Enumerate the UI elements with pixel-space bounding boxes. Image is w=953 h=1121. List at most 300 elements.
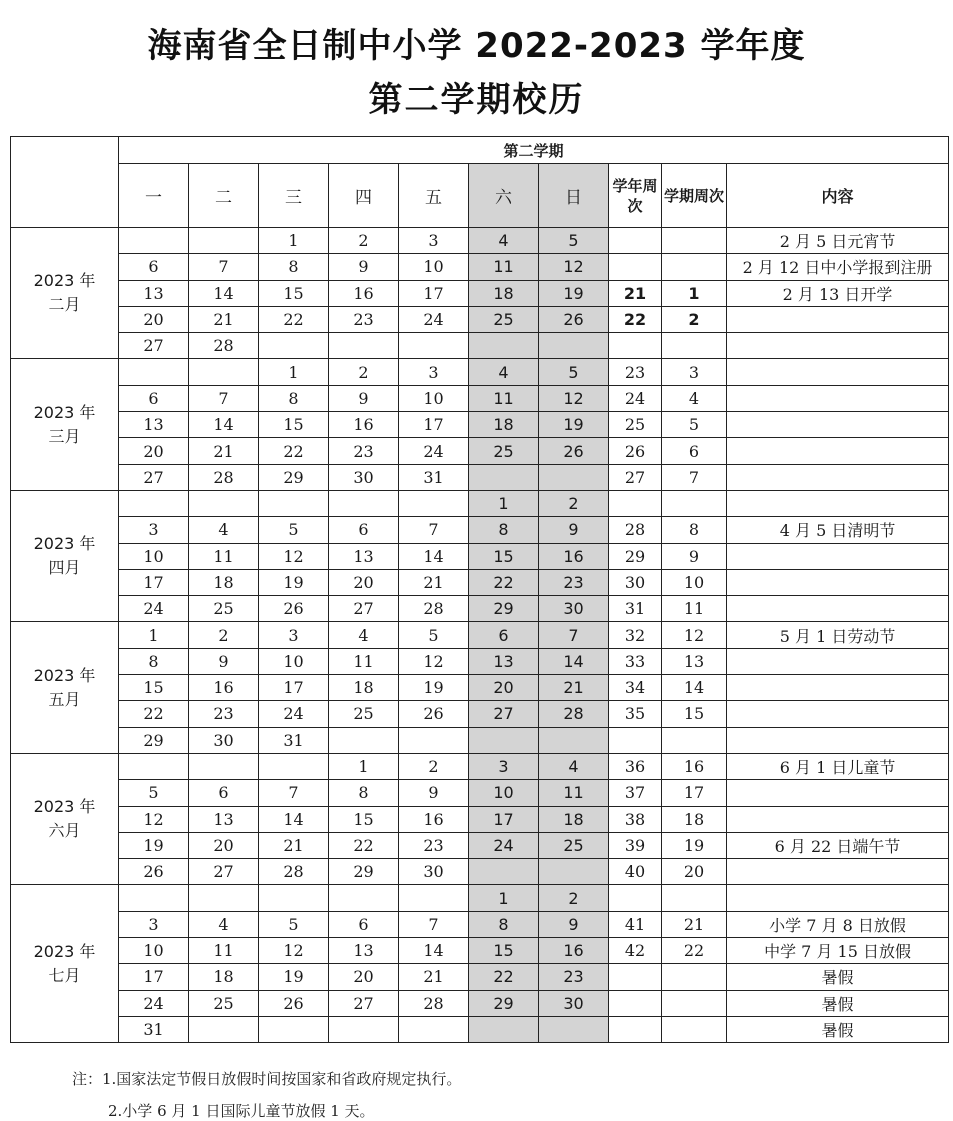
date-cell: 20 — [329, 569, 399, 595]
weekend-date-cell: 12 — [539, 385, 609, 411]
term-week-cell — [662, 333, 727, 359]
date-cell: 29 — [329, 859, 399, 885]
date-cell: 7 — [399, 911, 469, 937]
term-week-cell — [662, 228, 727, 254]
date-cell: 5 — [259, 517, 329, 543]
content-cell: 6 月 1 日儿童节 — [727, 753, 949, 779]
weekend-date-cell: 12 — [539, 254, 609, 280]
weekend-date-cell: 9 — [539, 911, 609, 937]
date-cell: 23 — [189, 701, 259, 727]
weekend-date-cell: 24 — [469, 832, 539, 858]
date-cell — [119, 753, 189, 779]
term-week-cell: 11 — [662, 596, 727, 622]
week-row — [11, 569, 949, 595]
content-cell — [727, 543, 949, 569]
date-cell: 15 — [329, 806, 399, 832]
date-cell: 17 — [119, 569, 189, 595]
date-cell — [399, 1016, 469, 1042]
date-cell — [189, 359, 259, 385]
weekend-date-cell: 22 — [469, 569, 539, 595]
date-cell: 26 — [259, 990, 329, 1016]
date-cell: 10 — [399, 385, 469, 411]
weekday-header-thu: 四 — [329, 164, 399, 228]
date-cell: 1 — [259, 359, 329, 385]
date-cell: 17 — [119, 964, 189, 990]
date-cell — [329, 727, 399, 753]
weekend-date-cell: 4 — [469, 359, 539, 385]
date-cell: 20 — [329, 964, 399, 990]
term-week-cell: 19 — [662, 832, 727, 858]
weekday-header-sat: 六 — [469, 164, 539, 228]
weekend-date-cell — [539, 464, 609, 490]
school-week-cell: 39 — [609, 832, 662, 858]
date-cell: 2 — [399, 753, 469, 779]
date-cell: 26 — [119, 859, 189, 885]
content-cell — [727, 648, 949, 674]
date-cell: 30 — [399, 859, 469, 885]
content-cell — [727, 780, 949, 806]
content-cell — [727, 806, 949, 832]
date-cell: 17 — [399, 280, 469, 306]
school-week-cell — [609, 228, 662, 254]
date-cell: 21 — [189, 438, 259, 464]
date-cell — [189, 753, 259, 779]
weekend-date-cell: 21 — [539, 675, 609, 701]
weekend-date-cell: 22 — [469, 964, 539, 990]
date-cell — [259, 333, 329, 359]
date-cell — [399, 727, 469, 753]
weekend-date-cell: 14 — [539, 648, 609, 674]
date-cell: 6 — [119, 385, 189, 411]
weekend-date-cell: 29 — [469, 596, 539, 622]
note-2: 2.小学 6 月 1 日国际儿童节放假 1 天。 — [108, 1102, 375, 1120]
page-subtitle: 第二学期校历 — [368, 80, 585, 120]
content-cell — [727, 885, 949, 911]
weekend-date-cell: 18 — [539, 806, 609, 832]
note-1: 注：1.国家法定节假日放假时间按国家和省政府规定执行。 — [72, 1070, 462, 1088]
term-week-cell: 16 — [662, 753, 727, 779]
date-cell: 28 — [399, 990, 469, 1016]
weekend-date-cell: 19 — [539, 412, 609, 438]
school-week-cell: 27 — [609, 464, 662, 490]
school-week-cell: 32 — [609, 622, 662, 648]
school-week-cell: 22 — [609, 306, 662, 332]
date-cell: 12 — [119, 806, 189, 832]
date-cell: 3 — [119, 517, 189, 543]
week-row — [11, 701, 949, 727]
date-cell: 18 — [189, 964, 259, 990]
term-header: 第二学期 — [119, 137, 949, 164]
date-cell: 10 — [259, 648, 329, 674]
week-row — [11, 1016, 949, 1042]
date-cell: 19 — [259, 569, 329, 595]
term-week-cell: 13 — [662, 648, 727, 674]
weekday-header-wed: 三 — [259, 164, 329, 228]
term-week-cell: 15 — [662, 701, 727, 727]
date-cell: 9 — [189, 648, 259, 674]
content-cell — [727, 675, 949, 701]
month-column-header — [11, 137, 119, 228]
date-cell: 27 — [329, 596, 399, 622]
weekend-date-cell: 8 — [469, 911, 539, 937]
date-cell: 28 — [189, 464, 259, 490]
weekend-date-cell: 11 — [469, 385, 539, 411]
content-cell: 6 月 22 日端午节 — [727, 832, 949, 858]
week-row — [11, 385, 949, 411]
weekend-date-cell: 27 — [469, 701, 539, 727]
date-cell: 25 — [329, 701, 399, 727]
content-cell — [727, 438, 949, 464]
school-week-cell: 34 — [609, 675, 662, 701]
weekend-date-cell: 25 — [469, 438, 539, 464]
date-cell: 28 — [189, 333, 259, 359]
term-week-cell: 9 — [662, 543, 727, 569]
weekend-date-cell: 5 — [539, 359, 609, 385]
content-cell — [727, 306, 949, 332]
weekend-date-cell: 17 — [469, 806, 539, 832]
term-week-cell — [662, 964, 727, 990]
content-header: 内容 — [727, 164, 949, 228]
weekend-date-cell: 18 — [469, 280, 539, 306]
week-row — [11, 254, 949, 280]
calendar-body — [11, 228, 949, 1043]
week-row — [11, 911, 949, 937]
date-cell — [259, 490, 329, 516]
content-cell — [727, 464, 949, 490]
date-cell: 17 — [399, 412, 469, 438]
date-cell: 24 — [399, 306, 469, 332]
date-cell — [329, 1016, 399, 1042]
weekend-date-cell — [539, 859, 609, 885]
month-label: 2023 年 四月 — [11, 490, 119, 621]
date-cell: 13 — [119, 412, 189, 438]
date-cell — [189, 1016, 259, 1042]
weekend-date-cell: 2 — [539, 885, 609, 911]
date-cell: 3 — [399, 359, 469, 385]
date-cell: 24 — [399, 438, 469, 464]
date-cell: 21 — [399, 569, 469, 595]
term-week-cell: 6 — [662, 438, 727, 464]
date-cell: 25 — [189, 990, 259, 1016]
date-cell: 17 — [259, 675, 329, 701]
date-cell: 5 — [119, 780, 189, 806]
month-label: 2023 年 三月 — [11, 359, 119, 490]
weekend-date-cell — [469, 464, 539, 490]
school-week-cell: 31 — [609, 596, 662, 622]
week-row — [11, 596, 949, 622]
school-week-cell: 23 — [609, 359, 662, 385]
school-week-cell: 26 — [609, 438, 662, 464]
date-cell — [329, 885, 399, 911]
date-cell: 15 — [259, 412, 329, 438]
date-cell — [399, 885, 469, 911]
date-cell: 7 — [259, 780, 329, 806]
week-row — [11, 727, 949, 753]
weekend-date-cell: 20 — [469, 675, 539, 701]
school-week-cell: 37 — [609, 780, 662, 806]
week-row — [11, 859, 949, 885]
content-cell — [727, 859, 949, 885]
weekend-date-cell: 4 — [539, 753, 609, 779]
weekend-date-cell — [539, 1016, 609, 1042]
date-cell: 16 — [189, 675, 259, 701]
date-cell — [259, 885, 329, 911]
content-cell — [727, 701, 949, 727]
school-week-cell: 42 — [609, 938, 662, 964]
weekend-date-cell: 25 — [469, 306, 539, 332]
weekend-date-cell — [539, 727, 609, 753]
date-cell: 1 — [259, 228, 329, 254]
date-cell: 26 — [259, 596, 329, 622]
month-label: 2023 年 六月 — [11, 753, 119, 884]
week-row — [11, 990, 949, 1016]
date-cell: 16 — [399, 806, 469, 832]
term-week-cell — [662, 990, 727, 1016]
date-cell — [119, 490, 189, 516]
date-cell: 25 — [189, 596, 259, 622]
weekend-date-cell: 25 — [539, 832, 609, 858]
term-week-cell — [662, 1016, 727, 1042]
week-row — [11, 675, 949, 701]
date-cell: 24 — [119, 990, 189, 1016]
weekend-date-cell: 16 — [539, 543, 609, 569]
date-cell: 10 — [119, 543, 189, 569]
week-row — [11, 938, 949, 964]
content-cell — [727, 385, 949, 411]
weekend-date-cell: 4 — [469, 228, 539, 254]
date-cell: 18 — [329, 675, 399, 701]
date-cell: 12 — [399, 648, 469, 674]
date-cell: 14 — [189, 412, 259, 438]
date-cell: 14 — [259, 806, 329, 832]
term-week-cell: 5 — [662, 412, 727, 438]
month-label: 2023 年 二月 — [11, 228, 119, 359]
content-cell: 2 月 13 日开学 — [727, 280, 949, 306]
content-cell — [727, 727, 949, 753]
weekend-date-cell: 23 — [539, 964, 609, 990]
term-week-cell: 10 — [662, 569, 727, 595]
weekend-date-cell: 26 — [539, 438, 609, 464]
school-week-cell: 30 — [609, 569, 662, 595]
week-row — [11, 359, 949, 385]
weekend-date-cell: 23 — [539, 569, 609, 595]
term-week-cell: 8 — [662, 517, 727, 543]
school-week-cell — [609, 727, 662, 753]
term-week-cell: 12 — [662, 622, 727, 648]
weekend-date-cell: 30 — [539, 596, 609, 622]
date-cell: 22 — [259, 438, 329, 464]
date-cell: 13 — [189, 806, 259, 832]
date-cell: 4 — [189, 911, 259, 937]
weekend-date-cell: 29 — [469, 990, 539, 1016]
school-week-cell — [609, 964, 662, 990]
date-cell: 11 — [329, 648, 399, 674]
weekend-date-cell: 1 — [469, 885, 539, 911]
date-cell: 7 — [399, 517, 469, 543]
weekend-date-cell: 6 — [469, 622, 539, 648]
date-cell: 8 — [119, 648, 189, 674]
date-cell — [189, 885, 259, 911]
date-cell: 2 — [189, 622, 259, 648]
school-week-cell: 29 — [609, 543, 662, 569]
weekend-date-cell: 18 — [469, 412, 539, 438]
date-cell: 31 — [259, 727, 329, 753]
term-week-cell: 1 — [662, 280, 727, 306]
term-week-cell: 21 — [662, 911, 727, 937]
weekend-date-cell — [539, 333, 609, 359]
term-week-cell: 2 — [662, 306, 727, 332]
date-cell: 7 — [189, 385, 259, 411]
date-cell: 14 — [399, 543, 469, 569]
date-cell: 18 — [189, 569, 259, 595]
weekend-date-cell: 7 — [539, 622, 609, 648]
school-week-cell: 38 — [609, 806, 662, 832]
week-row — [11, 543, 949, 569]
date-cell: 28 — [259, 859, 329, 885]
date-cell: 20 — [119, 306, 189, 332]
date-cell: 3 — [119, 911, 189, 937]
content-cell: 2 月 12 日中小学报到注册 — [727, 254, 949, 280]
content-cell: 小学 7 月 8 日放假 — [727, 911, 949, 937]
date-cell: 31 — [119, 1016, 189, 1042]
date-cell: 13 — [329, 938, 399, 964]
school-week-cell — [609, 333, 662, 359]
week-row — [11, 490, 949, 516]
date-cell: 21 — [399, 964, 469, 990]
term-week-cell — [662, 727, 727, 753]
term-week-cell: 17 — [662, 780, 727, 806]
week-row — [11, 438, 949, 464]
term-week-cell: 20 — [662, 859, 727, 885]
week-row — [11, 228, 949, 254]
date-cell: 30 — [189, 727, 259, 753]
date-cell: 27 — [189, 859, 259, 885]
date-cell: 20 — [119, 438, 189, 464]
week-row — [11, 333, 949, 359]
date-cell: 5 — [399, 622, 469, 648]
month-label: 2023 年 五月 — [11, 622, 119, 753]
date-cell: 31 — [399, 464, 469, 490]
term-week-cell — [662, 254, 727, 280]
date-cell: 9 — [329, 385, 399, 411]
date-cell: 16 — [329, 280, 399, 306]
weekend-date-cell — [469, 333, 539, 359]
content-cell — [727, 412, 949, 438]
date-cell: 7 — [189, 254, 259, 280]
week-row — [11, 832, 949, 858]
term-week-cell: 14 — [662, 675, 727, 701]
week-row — [11, 622, 949, 648]
term-week-cell: 3 — [662, 359, 727, 385]
weekday-header-fri: 五 — [399, 164, 469, 228]
week-row — [11, 464, 949, 490]
date-cell: 12 — [259, 543, 329, 569]
weekend-date-cell: 5 — [539, 228, 609, 254]
date-cell: 11 — [189, 543, 259, 569]
school-week-cell: 35 — [609, 701, 662, 727]
school-week-cell: 21 — [609, 280, 662, 306]
school-week-cell: 25 — [609, 412, 662, 438]
date-cell: 2 — [329, 228, 399, 254]
week-row — [11, 280, 949, 306]
term-week-header: 学期周次 — [662, 164, 727, 228]
weekend-date-cell: 19 — [539, 280, 609, 306]
term-week-cell: 7 — [662, 464, 727, 490]
school-week-header: 学年周次 — [609, 164, 662, 228]
content-cell — [727, 569, 949, 595]
calendar-table — [10, 136, 949, 1043]
weekend-date-cell: 30 — [539, 990, 609, 1016]
weekday-header-mon: 一 — [119, 164, 189, 228]
school-week-cell: 41 — [609, 911, 662, 937]
content-cell: 暑假 — [727, 1016, 949, 1042]
weekend-date-cell: 26 — [539, 306, 609, 332]
weekend-date-cell: 10 — [469, 780, 539, 806]
date-cell: 4 — [189, 517, 259, 543]
date-cell: 3 — [259, 622, 329, 648]
date-cell: 24 — [119, 596, 189, 622]
week-row — [11, 885, 949, 911]
school-week-cell: 28 — [609, 517, 662, 543]
date-cell: 10 — [399, 254, 469, 280]
date-cell: 22 — [329, 832, 399, 858]
date-cell: 2 — [329, 359, 399, 385]
date-cell: 27 — [119, 464, 189, 490]
weekend-date-cell: 15 — [469, 938, 539, 964]
school-week-cell — [609, 885, 662, 911]
date-cell: 11 — [189, 938, 259, 964]
term-week-cell: 4 — [662, 385, 727, 411]
date-cell: 10 — [119, 938, 189, 964]
content-cell — [727, 596, 949, 622]
date-cell: 19 — [119, 832, 189, 858]
school-week-cell — [609, 990, 662, 1016]
date-cell: 9 — [399, 780, 469, 806]
date-cell: 14 — [189, 280, 259, 306]
school-week-cell — [609, 1016, 662, 1042]
school-week-cell: 33 — [609, 648, 662, 674]
date-cell: 6 — [119, 254, 189, 280]
weekend-date-cell — [469, 859, 539, 885]
date-cell — [259, 1016, 329, 1042]
date-cell: 12 — [259, 938, 329, 964]
content-cell: 暑假 — [727, 964, 949, 990]
date-cell: 15 — [119, 675, 189, 701]
date-cell — [259, 753, 329, 779]
date-cell: 23 — [329, 438, 399, 464]
date-cell: 4 — [329, 622, 399, 648]
date-cell: 6 — [329, 911, 399, 937]
date-cell: 23 — [329, 306, 399, 332]
date-cell: 19 — [259, 964, 329, 990]
content-cell: 暑假 — [727, 990, 949, 1016]
content-cell — [727, 359, 949, 385]
date-cell: 13 — [329, 543, 399, 569]
date-cell: 8 — [259, 385, 329, 411]
term-week-cell: 18 — [662, 806, 727, 832]
school-week-cell — [609, 254, 662, 280]
date-cell: 1 — [329, 753, 399, 779]
date-cell — [189, 228, 259, 254]
date-cell: 21 — [259, 832, 329, 858]
term-week-cell — [662, 490, 727, 516]
school-week-cell: 40 — [609, 859, 662, 885]
weekend-date-cell: 16 — [539, 938, 609, 964]
date-cell: 30 — [329, 464, 399, 490]
content-cell — [727, 333, 949, 359]
date-cell: 21 — [189, 306, 259, 332]
date-cell — [119, 359, 189, 385]
